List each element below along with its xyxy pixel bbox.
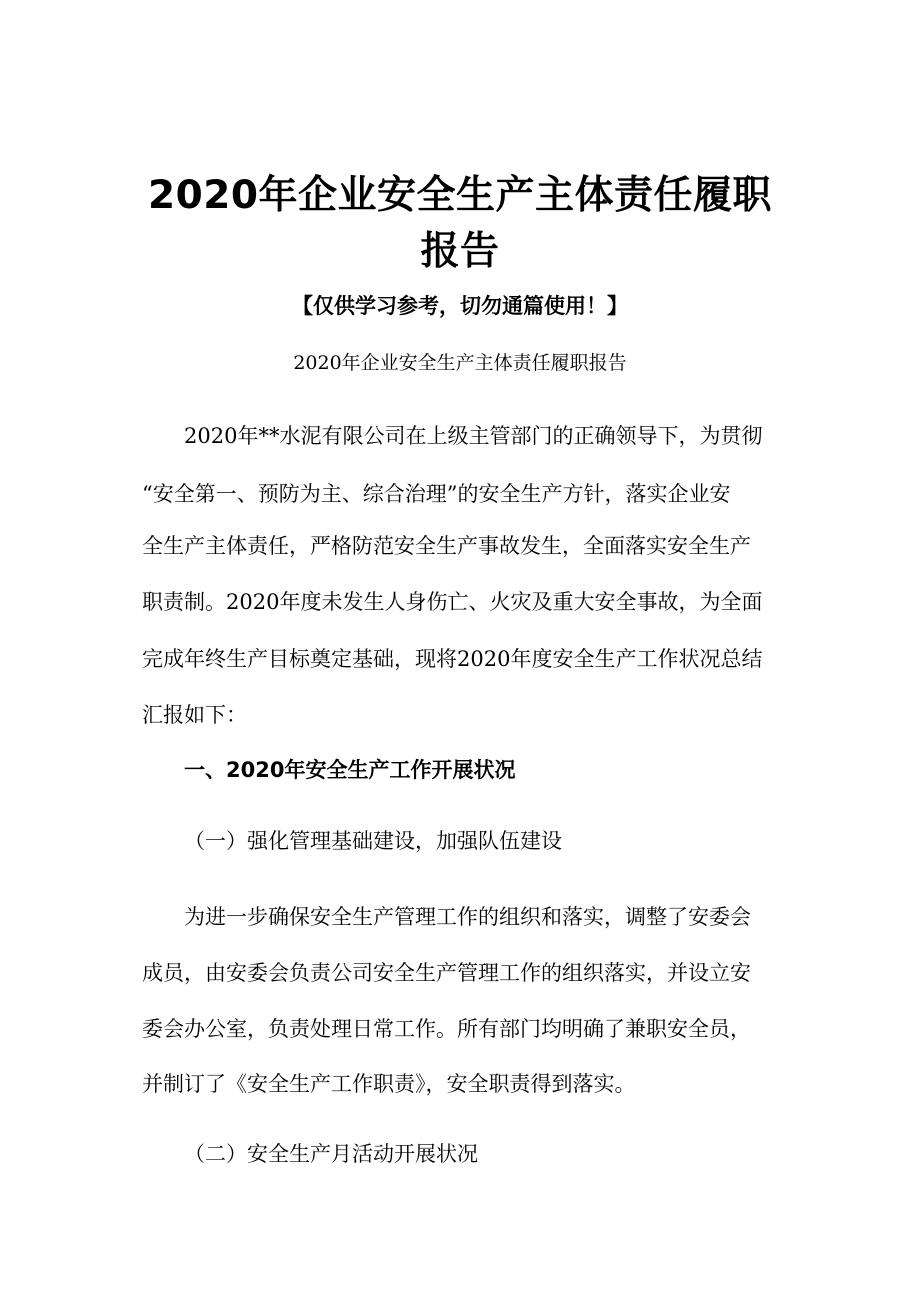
document-title-line-1: 2020年企业安全生产主体责任履职 [147,173,773,218]
paragraph-1-line: 汇报如下： [142,703,247,727]
paragraph-2-line: 成员，由安委会负责公司安全生产管理工作的组织落实，并设立安 [142,961,751,985]
document-title-line-2: 报告 [420,229,500,274]
document-subtitle: 2020年企业安全生产主体责任履职报告 [293,352,627,374]
paragraph-1-line: 职责制。2020年度未发生人身伤亡、火灾及重大安全事故，为全面 [142,590,763,614]
paragraph-1-line: 全生产主体责任，严格防范安全生产事故发生，全面落实安全生产 [142,534,751,558]
subsection-1-heading: （一）强化管理基础建设，加强队伍建设 [184,829,562,853]
paragraph-1-line: 2020年**水泥有限公司在上级主管部门的正确领导下，为贯彻 [184,424,763,448]
paragraph-1-line: “安全第一、预防为主、综合治理”的安全生产方针，落实企业安 [142,482,731,506]
paragraph-1-line: 完成年终生产目标奠定基础，现将2020年度安全生产工作状况总结 [142,647,763,671]
section-1-heading: 一、2020年安全生产工作开展状况 [184,758,516,782]
paragraph-2-line: 为进一步确保安全生产管理工作的组织和落实，调整了安委会 [184,905,751,929]
paragraph-2-line: 委会办公室，负责处理日常工作。所有部门均明确了兼职安全员， [142,1017,751,1041]
usage-notice: 【仅供学习参考，切勿通篇使用！】 [292,294,628,318]
subsection-2-heading: （二）安全生产月活动开展状况 [184,1142,478,1166]
paragraph-2-line: 并制订了《安全生产工作职责》，安全职责得到落实。 [142,1072,636,1096]
